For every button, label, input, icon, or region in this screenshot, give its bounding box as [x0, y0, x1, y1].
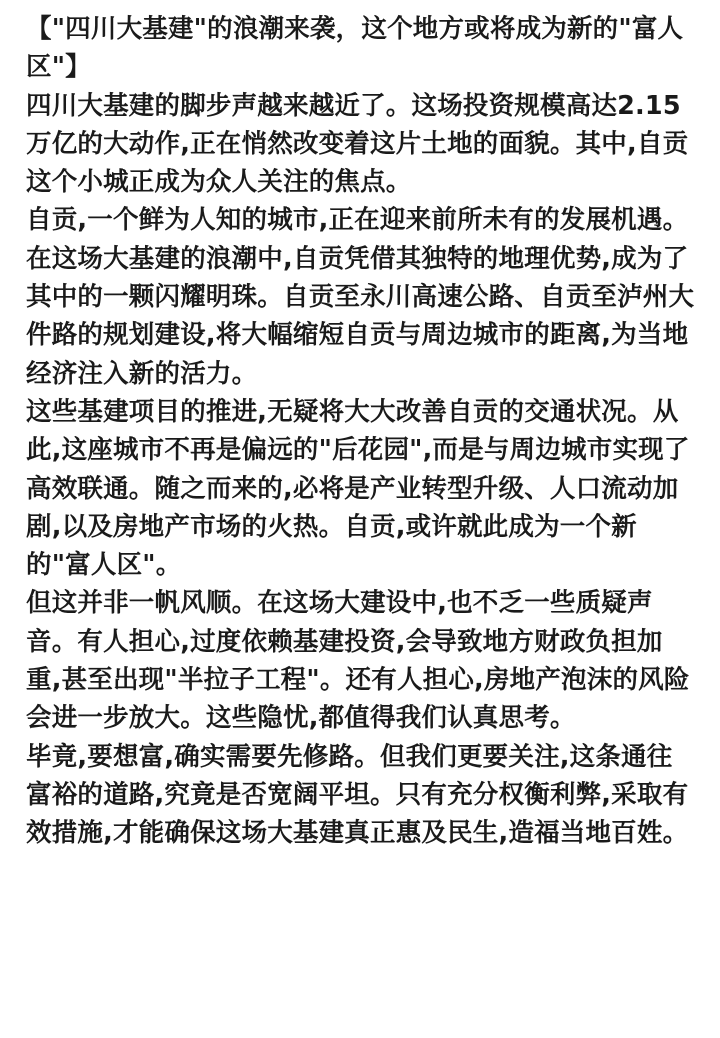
paragraph-3: 这些基建项目的推进,无疑将大大改善自贡的交通状况。从此,这座城市不再是偏远的"后花园",而是与周边城市实现了高效联通。随之而来的,必将是产业转型升级、人口流动加剧,以及房地产市场的火热。自贡,或许就此成为一个新的"富人区"。 [26, 396, 690, 581]
paragraph-4: 但这并非一帆风顺。在这场大建设中,也不乏一些质疑声音。有人担心,过度依赖基建投资,会导致地方财政负担加重,甚至出现"半拉子工程"。还有人担心,房地产泡沫的风险会进一步放大。这些隐忧,都值得我们认真思考。 [26, 588, 690, 734]
paragraph-2: 自贡,一个鲜为人知的城市,正在迎来前所未有的发展机遇。在这场大基建的浪潮中,自贡凭借其独特的地理优势,成为了其中的一颗闪耀明珠。自贡至永川高速公路、自贡至泸州大件路的规划建设,将大幅缩短自贡与周边城市的距离,为当地经济注入新的活力。 [26, 205, 695, 389]
article-title: 【"四川大基建"的浪潮来袭，这个地方或将成为新的"富人区"】 [26, 14, 684, 83]
paragraph-5: 毕竟,要想富,确实需要先修路。但我们更要关注,这条通往富裕的道路,究竟是否宽阔平坦。只有充分权衡利弊,采取有效措施,才能确保这场大基建真正惠及民生,造福当地百姓。 [26, 741, 689, 849]
paragraph-1: 四川大基建的脚步声越来越近了。这场投资规模高达2.15万亿的大动作,正在悄然改变着这片土地的面貌。其中,自贡这个小城正成为众人关注的焦点。 [26, 90, 689, 198]
